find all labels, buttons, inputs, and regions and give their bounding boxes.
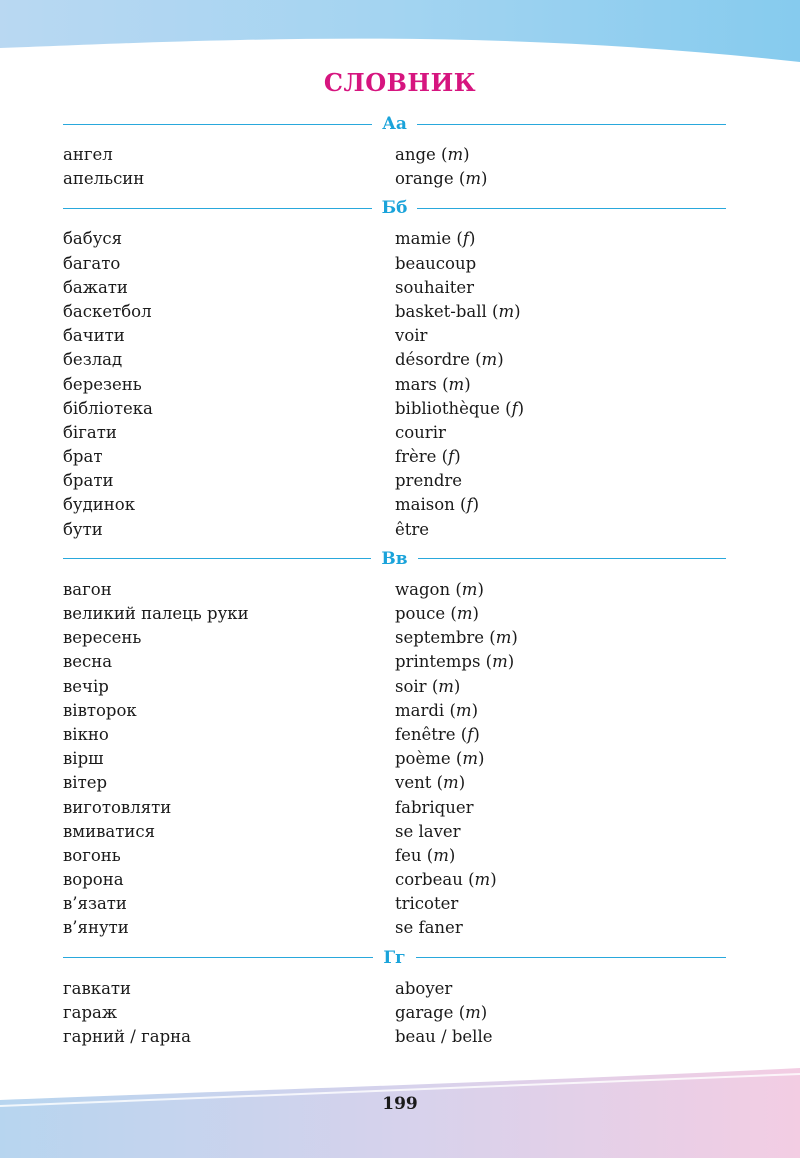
french-translation: garage (m) [395,1002,488,1022]
gender-marker: m [447,145,464,164]
section-letter: Вв [381,548,408,569]
gender-marker: f [511,398,518,418]
french-word: mamie [395,229,452,249]
dictionary-entry [63,300,726,324]
french-word: fenêtre [395,724,456,744]
french-word: soir [395,676,427,696]
dictionary-entry [63,844,726,868]
french-word: être [395,519,430,539]
ukrainian-word: брати [63,471,114,491]
ukrainian-word: бажати [63,277,128,297]
dictionary-entry [63,916,726,940]
section-letter: Бб [381,198,408,219]
french-word: aboyer [395,978,453,998]
dictionary-entry [63,348,726,372]
entry-list [63,137,726,195]
dictionary-entry [63,626,726,650]
dictionary-entry [63,723,726,747]
divider-line [63,124,372,125]
dictionary-entry [63,445,726,469]
french-translation: frère (f) [395,447,461,467]
gender-marker: m [474,870,491,890]
ukrainian-word: вересень [63,628,142,648]
french-word: se laver [395,821,461,841]
ukrainian-word: баскетбол [63,301,152,321]
ukrainian-word: ангел [63,145,113,164]
french-translation: mardi (m) [395,700,478,720]
dictionary-entry [63,771,726,795]
dictionary-entry [63,747,726,771]
ukrainian-word: безлад [63,350,123,370]
french-translation: bibliothèque (f) [395,398,525,418]
dictionary-entry [63,699,726,723]
dictionary-entry [63,796,726,820]
ukrainian-word: вогонь [63,845,121,865]
dictionary-entry [63,868,726,892]
page-number: 199 [382,1094,418,1114]
gender-marker: m [465,1002,481,1022]
section-header [63,945,726,971]
french-word: fabriquer [395,797,474,817]
french-word: pouce [395,604,446,623]
french-translation: poème (m) [395,749,485,769]
ukrainian-word: весна [63,652,113,672]
dictionary-entry [63,397,726,421]
french-word: tricoter [395,894,459,914]
french-translation [395,324,726,348]
french-word: beaucoup [395,253,477,273]
section-header [63,195,726,221]
entry-list [63,971,726,1054]
gender-marker: m [481,350,498,370]
french-translation: soir (m) [395,676,461,696]
french-word: basket-ball [395,301,487,321]
ukrainian-word: гарний / гарна [63,1027,191,1046]
gender-marker: m [462,749,479,769]
french-translation [395,1025,726,1049]
french-word: se faner [395,918,463,938]
dictionary-list [63,111,726,1053]
french-translation: septembre (m) [395,628,518,648]
dictionary-entry [63,373,726,397]
french-word: corbeau [395,870,463,890]
entry-list [63,221,726,545]
french-word: mars [395,374,437,394]
french-translation: printemps (m) [395,652,515,672]
french-translation [395,916,726,940]
ukrainian-word: великий палець руки [63,604,249,623]
gender-marker: f [448,447,455,467]
ukrainian-word: бачити [63,326,125,346]
gender-marker: m [498,301,515,321]
dictionary-entry [63,1025,726,1049]
gender-marker: f [467,724,474,744]
gender-marker: m [448,374,465,394]
ukrainian-word: вікно [63,724,109,744]
gender-marker: m [492,652,508,672]
french-translation: vent (m) [395,773,466,793]
ukrainian-word: гараж [63,1002,118,1022]
french-translation: orange (m) [395,169,488,189]
ukrainian-word: гавкати [63,978,132,998]
gender-marker: f [466,495,473,515]
french-translation [395,421,726,445]
ukrainian-word: бути [63,519,103,539]
french-word: poème [395,749,451,769]
divider-line [417,208,726,209]
dictionary-entry [63,820,726,844]
section-letter: Гг [383,947,406,968]
french-word: printemps [395,652,481,672]
entry-list [63,572,726,945]
french-translation: désordre (m) [395,350,504,370]
dictionary-entry [63,421,726,445]
dictionary-entry [63,578,726,602]
gender-marker: f [462,229,469,249]
dictionary-entry [63,602,726,626]
page-title: СЛОВНИК [323,68,477,97]
ukrainian-word: бібліотека [63,398,153,418]
french-word: maison [395,495,455,515]
ukrainian-word: березень [63,374,142,394]
french-word: voir [395,326,428,346]
ukrainian-word: бігати [63,422,117,442]
french-translation: fenêtre (f) [395,724,480,744]
french-word: désordre [395,350,470,370]
ukrainian-word: вечір [63,676,109,696]
french-translation [395,276,726,300]
french-word: ange [395,145,436,164]
dictionary-entry [63,892,726,916]
dictionary-entry [63,167,726,191]
dictionary-entry [63,143,726,167]
french-word: beau / belle [395,1027,493,1046]
section-letter: Аа [382,114,407,134]
section-header [63,111,726,137]
ukrainian-word: вірш [63,749,104,769]
gender-marker: m [438,676,454,696]
divider-line [418,558,726,559]
french-translation: feu (m) [395,845,456,865]
gender-marker: m [465,169,481,189]
french-translation [395,252,726,276]
dictionary-entry [63,227,726,251]
ukrainian-word: вагон [63,579,112,599]
french-translation: maison (f) [395,495,480,515]
french-word: septembre [395,628,485,648]
french-translation: ange (m) [395,145,470,164]
french-word: feu [395,845,422,865]
gender-marker: m [443,773,459,793]
french-translation [395,977,726,1001]
dictionary-entry [63,518,726,542]
ukrainian-word: апельсин [63,169,145,189]
ukrainian-word: в’язати [63,894,127,914]
ukrainian-word: в’янути [63,918,129,938]
ukrainian-word: багато [63,253,121,273]
french-translation: mamie (f) [395,229,476,249]
divider-line [63,208,372,209]
french-translation [395,518,726,542]
french-translation [395,796,726,820]
french-translation [395,820,726,844]
gender-marker: m [461,579,478,599]
french-translation [395,892,726,916]
ukrainian-word: вмиватися [63,821,156,841]
french-translation: mars (m) [395,374,471,394]
divider-line [417,124,726,125]
dictionary-entry [63,469,726,493]
dictionary-entry [63,493,726,517]
dictionary-entry [63,1001,726,1025]
french-word: courir [395,422,446,442]
dictionary-entry [63,324,726,348]
french-word: orange [395,169,454,189]
french-translation: corbeau (m) [395,870,497,890]
section-header [63,546,726,572]
gender-marker: m [495,628,512,648]
french-word: vent [395,773,432,793]
gender-marker: m [433,845,449,865]
french-translation [395,469,726,493]
divider-line [416,957,726,958]
french-translation: pouce (m) [395,604,479,623]
dictionary-entry [63,276,726,300]
french-word: frère [395,447,437,467]
french-word: bibliothèque [395,398,500,418]
french-word: prendre [395,471,463,491]
ukrainian-word: брат [63,447,103,467]
dictionary-entry [63,252,726,276]
dictionary-entry [63,675,726,699]
ukrainian-word: вівторок [63,700,137,720]
french-translation: basket-ball (m) [395,301,521,321]
french-word: wagon [395,579,451,599]
french-word: mardi [395,700,445,720]
ukrainian-word: виготовляти [63,797,172,817]
dictionary-entry [63,977,726,1001]
divider-line [63,558,371,559]
dictionary-entry [63,650,726,674]
ukrainian-word: ворона [63,870,124,890]
ukrainian-word: вітер [63,773,108,793]
french-word: souhaiter [395,277,475,297]
divider-line [63,957,373,958]
ukrainian-word: бабуся [63,229,123,249]
gender-marker: m [456,604,473,623]
french-translation: wagon (m) [395,579,484,599]
french-word: garage [395,1002,454,1022]
ukrainian-word: будинок [63,495,136,515]
gender-marker: m [455,700,472,720]
